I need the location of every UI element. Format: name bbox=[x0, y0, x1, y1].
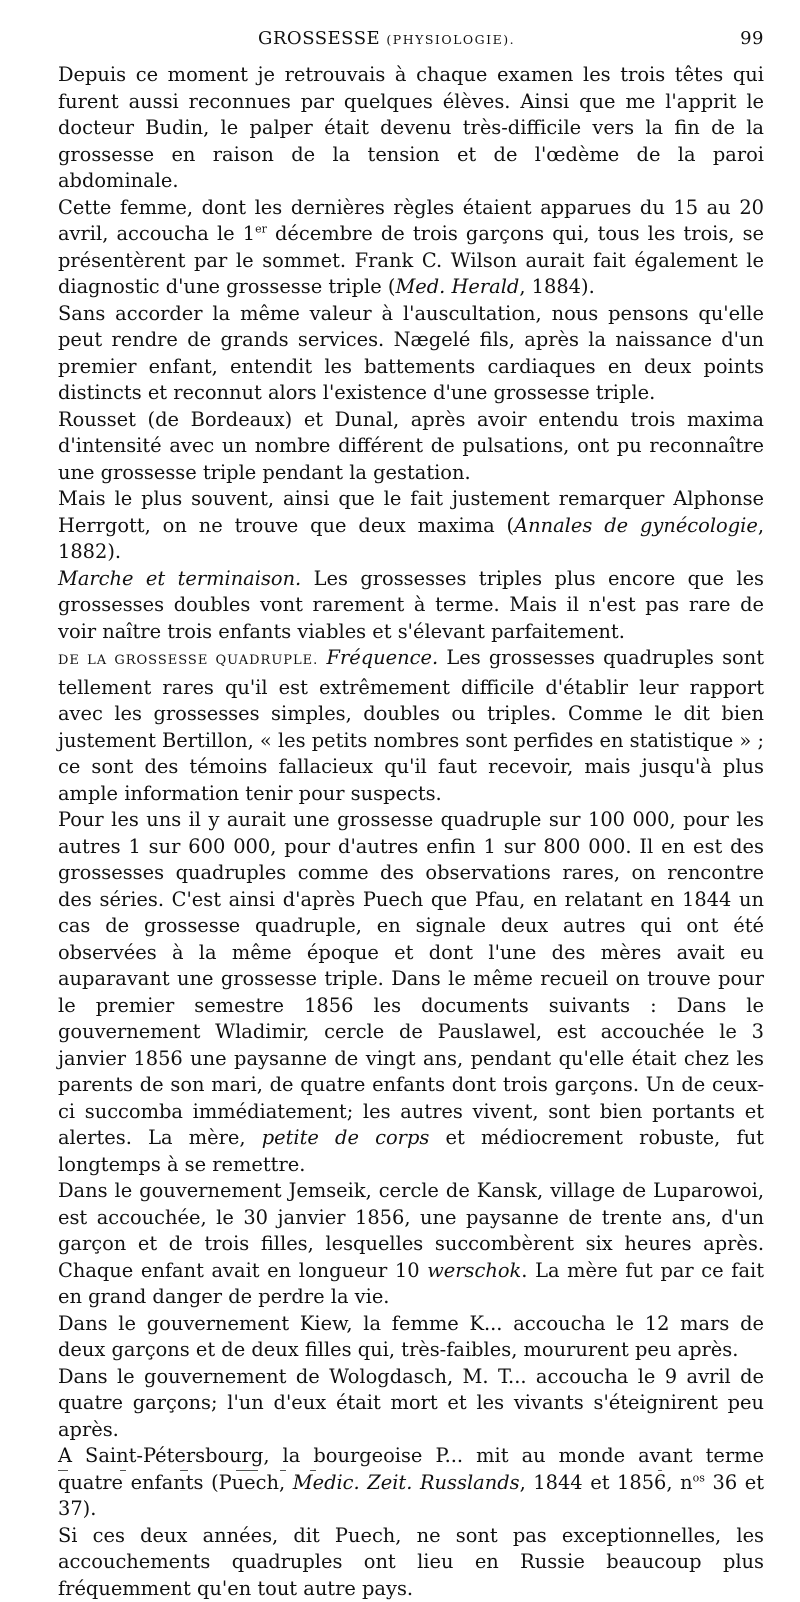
text-em: Fréquence. bbox=[327, 646, 439, 669]
running-title-main: GROSSESSE bbox=[258, 28, 380, 49]
text-run: Mais le plus souvent, ainsi que le fait justement remarquer Alphonse Herrgott, on ne trouve que deux maxima ( bbox=[58, 487, 764, 537]
text-sc: DE LA GROSSESSE QUADRUPLE. bbox=[58, 653, 318, 668]
paragraph bbox=[58, 1443, 764, 1523]
text-sup: er bbox=[255, 223, 267, 236]
page-number: 99 bbox=[740, 28, 764, 49]
paragraph bbox=[58, 645, 764, 807]
text-em: petite de corps bbox=[262, 1126, 430, 1149]
text-run: Si ces deux années, dit Puech, ne sont pas exceptionnelles, les accouchements quadruples ont lieu en Russie beaucoup plus fréquemment qu'en tout autre pays. bbox=[58, 1524, 764, 1600]
text-run: Pour les uns il y aurait une grossesse quadruple sur 100 000, pour les autres 1 sur 600 000, pour d'autres enfin 1 sur 800 000. Il en est des grossesses quadruples comme des observations rares, on rencontre des séries. C'est ainsi d'après Puech que Pfau, en relatant en 1844 un cas de grossesse quadruple, en signale deux autres qui ont été observées à la même époque et dont l'une des mères avait eu auparavant une grossesse triple. Dans le même recueil on trouve pour le premier semestre 1856 les documents suivants : Dans le gouvernement Wladimir, cercle de Pauslawel, est accouchée le 3 janvier 1856 une paysanne de vingt ans, pendant qu'elle était chez les parents de son mari, de quatre enfants dont trois garçons. Un de ceux-ci succomba immédiatement; les autres vivent, sont bien portants et alertes. La mère, bbox=[58, 808, 764, 1149]
body-text bbox=[58, 62, 764, 1602]
paragraph bbox=[58, 1178, 764, 1311]
paragraph bbox=[58, 195, 764, 301]
text-run: , 1884). bbox=[519, 275, 594, 298]
text-sup: os bbox=[693, 1471, 705, 1484]
paragraph bbox=[58, 486, 764, 566]
text-run: Les grossesses quadruples sont tellement rares qu'il est extrêmement difficile d'établir leur rapport avec les grossesses simples, doubles ou triples. Comme le dit bien justement Bertillon, « les petits nombres sont perfides en statistique » ; ce sont des témoins fallacieux qu'il faut recevoir, mais jusqu'à plus ample information tenir pour suspects. bbox=[58, 646, 764, 805]
text-run: Dans le gouvernement Kiew, la femme K... accoucha le 12 mars de deux garçons et de deux filles qui, très-faibles, moururent peu après. bbox=[58, 1312, 764, 1362]
text-run: Dans le gouvernement de Wologdasch, M. T... accoucha le 9 avril de quatre garçons; l'un d'eux était mort et les vivants s'éteignirent peu après. bbox=[58, 1365, 764, 1441]
text-run: , 1844 et 1856, n bbox=[520, 1471, 693, 1494]
paragraph bbox=[58, 1523, 764, 1602]
text-em: Medic. Zeit. Russlands bbox=[293, 1471, 520, 1494]
text-em: werschok bbox=[427, 1259, 521, 1282]
text-run: Depuis ce moment je retrouvais à chaque examen les trois têtes qui furent aussi reconnues par quelques élèves. Ainsi que me l'apprit le docteur Budin, le palper était devenu très-difficile vers la fin de la grossesse en raison de la tension et de l'œdème de la paroi abdominale. bbox=[58, 63, 764, 192]
text-run: , 1882). bbox=[58, 514, 764, 564]
paragraph bbox=[58, 407, 764, 487]
paragraph bbox=[58, 62, 764, 195]
text-em: Marche et terminaison. bbox=[58, 567, 301, 590]
running-title-sub: (PHYSIOLOGIE). bbox=[386, 32, 515, 47]
text-em: Annales de gynécologie bbox=[514, 514, 758, 537]
paragraph bbox=[58, 1311, 764, 1364]
text-run: décembre de trois garçons qui, tous les trois, se présentèrent par le sommet. Frank C. Wilson aurait fait également le diagnostic d'une grossesse triple ( bbox=[58, 222, 764, 298]
running-title bbox=[258, 28, 515, 49]
paragraph bbox=[58, 566, 764, 646]
text-em: Med. Herald bbox=[395, 275, 519, 298]
text-run: Cette femme, dont les dernières règles étaient apparues du 15 au 20 avril, accoucha le 1 bbox=[58, 196, 764, 246]
text-run: et médiocrement robuste, fut longtemps à se remettre. bbox=[58, 1126, 764, 1176]
book-page bbox=[58, 28, 764, 1602]
paragraph bbox=[58, 301, 764, 407]
scan-artifact-marks bbox=[58, 1468, 718, 1474]
paragraph bbox=[58, 807, 764, 1178]
running-header bbox=[58, 28, 764, 62]
text-run: Dans le gouvernement Jemseik, cercle de Kansk, village de Luparowoi, est accouchée, le 30 janvier 1856, une paysanne de trente ans, d'un garçon et de trois filles, lesquelles succombèrent six heures après. Chaque enfant avait en longueur 10 bbox=[58, 1179, 764, 1282]
paragraph bbox=[58, 1364, 764, 1444]
text-run: A Saint-Pétersbourg, la bourgeoise P... mit au monde avant terme quatre enfants (Puech, bbox=[58, 1444, 764, 1494]
text-run: . La mère fut par ce fait en grand danger de perdre la vie. bbox=[58, 1259, 764, 1309]
text-run: Sans accorder la même valeur à l'auscultation, nous pensons qu'elle peut rendre de grands services. Nægelé fils, après la naissance d'un premier enfant, entendit les battements cardiaques en deux points distincts et reconnut alors l'existence d'une grossesse triple. bbox=[58, 302, 764, 405]
text-run bbox=[318, 646, 326, 669]
text-run: Rousset (de Bordeaux) et Dunal, après avoir entendu trois maxima d'intensité avec un nombre différent de pulsations, ont pu reconnaître une grossesse triple pendant la gestation. bbox=[58, 408, 764, 484]
text-run: Les grossesses triples plus encore que les grossesses doubles vont rarement à terme. Mais il n'est pas rare de voir naître trois enfants viables et s'élevant parfaitement. bbox=[58, 567, 764, 643]
text-run: 36 et 37). bbox=[58, 1471, 764, 1521]
